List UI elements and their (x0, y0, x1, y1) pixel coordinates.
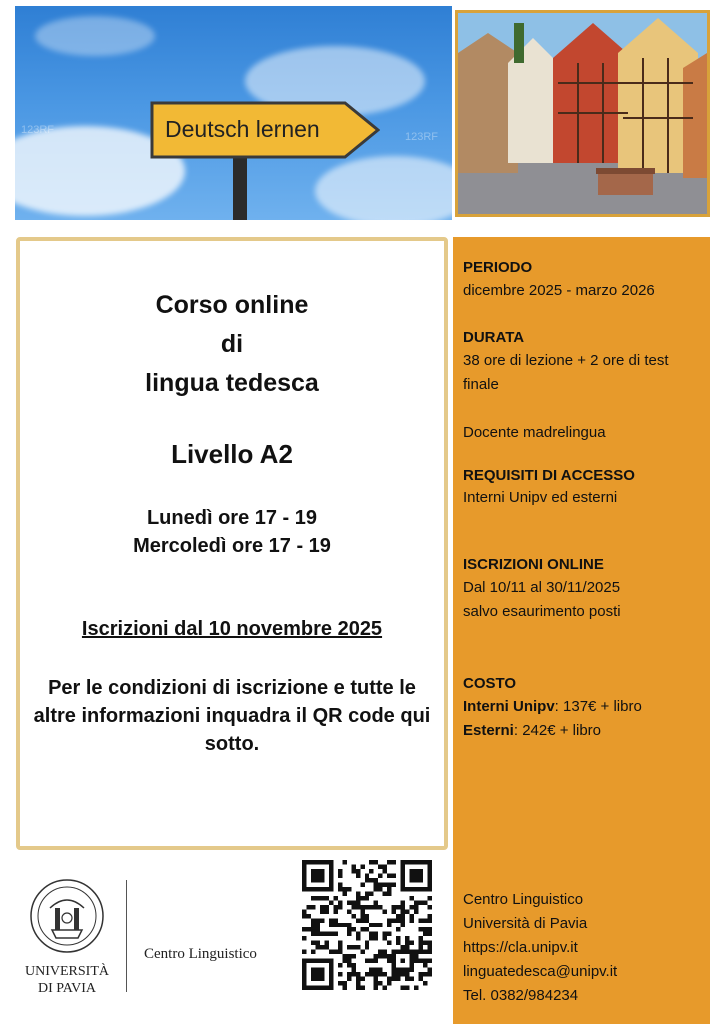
course-title (20, 286, 444, 403)
qr-code-icon[interactable] (302, 860, 432, 990)
contact-university: Università di Pavia (463, 915, 588, 932)
contact-name: Centro Linguistico (463, 891, 584, 908)
contact-website[interactable]: https://cla.unipv.it (463, 939, 578, 956)
course-title-line-3: lingua tedesca (145, 369, 319, 397)
watermark-left: 123RF (21, 124, 55, 136)
watermark-right: 123RF (405, 131, 439, 143)
costo-esterni-label: Esterni (463, 722, 514, 739)
footer-divider (126, 880, 127, 992)
university-name-line-2: DI PAVIA (38, 981, 96, 996)
schedule-monday: Lunedì ore 17 - 19 (146, 507, 318, 529)
contact-block (463, 888, 617, 1008)
contact-phone: Tel. 0382/984234 (463, 987, 579, 1004)
iscrizioni-label: ISCRIZIONI ONLINE (463, 556, 604, 573)
costo-esterni (463, 719, 703, 743)
photo-german-town (455, 10, 710, 217)
schedule-wednesday: Mercoledì ore 17 - 19 (133, 535, 331, 557)
costo-label: COSTO (463, 675, 517, 692)
university-logo (22, 878, 112, 996)
centro-linguistico-label: Centro Linguistico (144, 946, 257, 962)
enrollment-notice: Iscrizioni dal 10 novembre 2025 (81, 618, 383, 640)
town-illustration (458, 13, 707, 214)
sign-pole (233, 158, 247, 220)
requisiti-label: REQUISITI DI ACCESSO (463, 467, 635, 484)
periodo-label: PERIODO (463, 259, 533, 276)
sign-text: Deutsch lernen (165, 116, 320, 142)
course-info-box (16, 237, 448, 850)
course-title-line-2: di (220, 330, 244, 358)
periodo-value: dicembre 2025 - marzo 2026 (463, 282, 655, 299)
qr-info-text: Per le condizioni di iscrizione e tutte le altre informazioni inquadra il QR code qui sotto. (33, 677, 431, 755)
teacher-note: Docente madrelingua (463, 424, 606, 441)
university-name (22, 963, 112, 997)
costo-esterni-value: : 242€ + libro (513, 722, 602, 739)
contact-email[interactable]: linguatedesca@unipv.it (463, 963, 618, 980)
course-schedule (20, 504, 444, 560)
durata-value: 38 ore di lezione + 2 ore di test finale (463, 352, 669, 393)
costo-interni (463, 695, 703, 719)
university-seal-icon (28, 878, 106, 954)
course-level: Livello A2 (171, 439, 293, 469)
iscrizioni-dates: Dal 10/11 al 30/11/2025 (463, 579, 621, 596)
photo-deutsch-lernen-sign (15, 6, 452, 220)
durata-label: DURATA (463, 329, 525, 346)
costo-interni-label: Interni Unipv (463, 698, 555, 715)
iscrizioni-note: salvo esaurimento posti (463, 603, 621, 620)
costo-interni-value: : 137€ + libro (554, 698, 642, 715)
details-column (453, 237, 710, 1024)
requisiti-value: Interni Unipv ed esterni (463, 489, 618, 506)
university-name-line-1: UNIVERSITÀ (25, 964, 109, 979)
course-title-line-1: Corso online (155, 291, 309, 319)
